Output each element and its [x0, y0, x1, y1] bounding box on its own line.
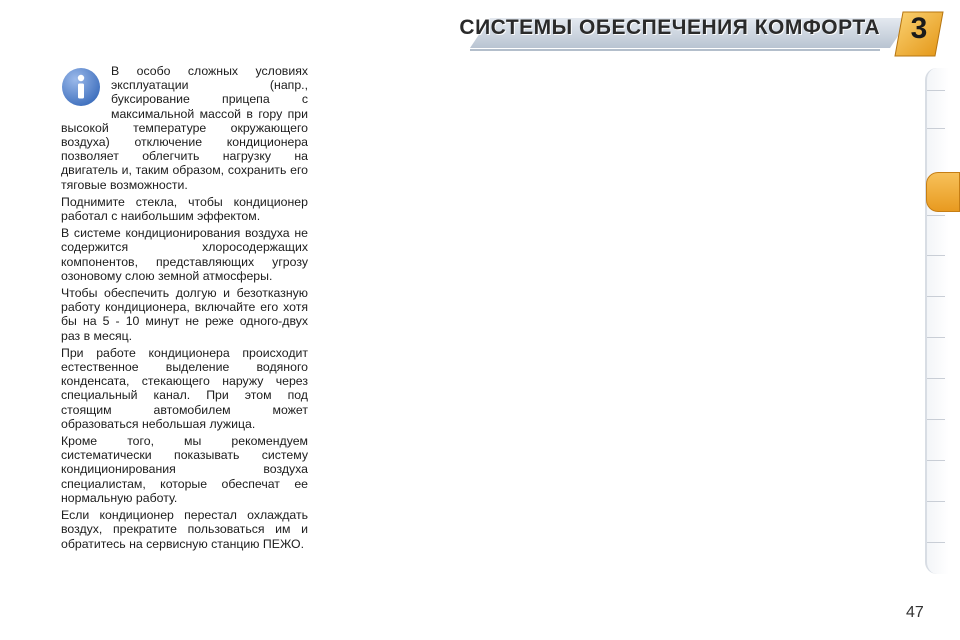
tab-divider [927, 419, 945, 420]
tab-divider [927, 215, 945, 216]
paragraph: Если кондиционер перестал охлаждать воздух, прекратите пользоваться им и обратитесь на сервисную станцию ПЕЖО. [61, 508, 308, 551]
tab-divider [927, 90, 945, 91]
icon-spacer [61, 64, 111, 118]
tab-divider [927, 255, 945, 256]
paragraph: Чтобы обеспечить долгую и безотказную работу кондиционера, включайте его хотя бы на 5 - 10 минут не реже одного-двух раз в месяц. [61, 286, 308, 343]
tab-divider [927, 460, 945, 461]
paragraph: При работе кондиционера происходит естественное выделение водяного конденсата, стекающего наружу через специальный канал. При этом под стоящим автомобилем может образоваться небольшая лужица. [61, 345, 308, 431]
tab-divider [927, 296, 945, 297]
paragraph-text: В особо сложных условиях эксплуатации (напр., буксирование прицепа с максимальной массой в гору при высокой температуре окружающего воздуха) отключение кондиционера позволяет облегчить нагрузку на двигатель и, таким образом, сохранить его тяговые возможности. [61, 64, 308, 192]
paragraph [61, 64, 308, 192]
page-title: СИСТЕМЫ ОБЕСПЕЧЕНИЯ КОМФОРТА [459, 16, 880, 39]
chapter-number: 3 [910, 12, 928, 45]
chapter-tab-active[interactable] [926, 172, 960, 212]
text-column [61, 64, 308, 551]
paragraph: Поднимите стекла, чтобы кондиционер работал с наибольшим эффектом. [61, 194, 308, 224]
tab-divider [927, 501, 945, 502]
paragraph: Кроме того, мы рекомендуем систематически показывать систему кондиционирования воздуха специалистам, которые обеспечат ее нормальную работу. [61, 434, 308, 505]
page-number: 47 [906, 604, 924, 621]
tab-divider [927, 337, 945, 338]
paragraph: В системе кондиционирования воздуха не содержится хлоросодержащих компонентов, представляющих угрозу озоновому слою земной атмосферы. [61, 226, 308, 283]
tab-divider [927, 542, 945, 543]
tab-divider [927, 128, 945, 129]
chapter-tab-rail [925, 68, 949, 574]
tab-divider [927, 378, 945, 379]
